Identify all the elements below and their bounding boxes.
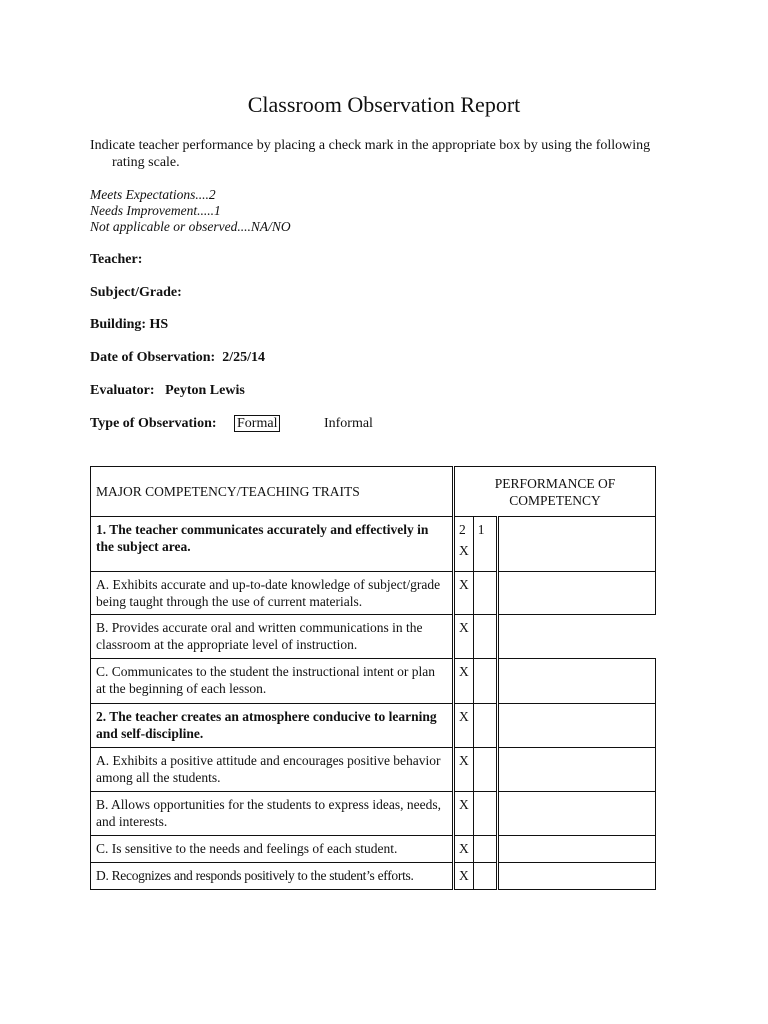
table-header-row bbox=[91, 467, 656, 517]
na-cell[interactable] bbox=[497, 748, 655, 792]
subject-label: Subject/Grade: bbox=[90, 285, 182, 300]
na-cell[interactable] bbox=[497, 792, 655, 836]
building-field bbox=[90, 317, 168, 333]
trait-cell: B. Allows opportunities for the students to express ideas, needs, and interests. bbox=[91, 792, 454, 836]
header-performance-line1: PERFORMANCE OF bbox=[494, 475, 616, 491]
rating-2-cell[interactable] bbox=[454, 517, 474, 572]
na-cell[interactable] bbox=[497, 836, 655, 863]
scale-meets: Meets Expectations....2 bbox=[90, 187, 216, 202]
rating-1-cell[interactable] bbox=[473, 615, 497, 659]
trait-cell: 1. The teacher communicates accurately and effectively in the subject area. bbox=[91, 517, 454, 572]
observation-type-field bbox=[90, 416, 373, 432]
trait-cell: C. Communicates to the student the instructional intent or plan at the beginning of each lesson. bbox=[91, 659, 454, 704]
na-cell[interactable] bbox=[497, 572, 655, 615]
table-row bbox=[91, 863, 656, 890]
col-1-heading: 1 bbox=[477, 522, 485, 537]
informal-option[interactable]: Informal bbox=[323, 416, 373, 431]
rating-2-cell[interactable]: X bbox=[454, 615, 474, 659]
observation-type-label: Type of Observation: bbox=[90, 416, 217, 431]
rating-2-cell[interactable]: X bbox=[454, 792, 474, 836]
trait-cell: A. Exhibits a positive attitude and encourages positive behavior among all the students. bbox=[91, 748, 454, 792]
rating-1-cell[interactable] bbox=[473, 863, 497, 890]
rating-2-cell[interactable]: X bbox=[454, 704, 474, 748]
table-row bbox=[91, 836, 656, 863]
teacher-label: Teacher: bbox=[90, 252, 143, 267]
rating-1-cell[interactable] bbox=[473, 572, 497, 615]
rating-2-cell[interactable]: X bbox=[454, 863, 474, 890]
date-field bbox=[90, 350, 265, 366]
table-row bbox=[91, 615, 656, 659]
table-row bbox=[91, 704, 656, 748]
date-value: 2/25/14 bbox=[222, 350, 265, 365]
subject-field bbox=[90, 285, 182, 301]
na-cell[interactable] bbox=[497, 517, 655, 572]
header-traits: MAJOR COMPETENCY/TEACHING TRAITS bbox=[91, 467, 454, 517]
trait-cell: A. Exhibits accurate and up-to-date knowledge of subject/grade being taught through the use of current materials. bbox=[91, 572, 454, 615]
teacher-field bbox=[90, 252, 142, 268]
page-title: Classroom Observation Report bbox=[247, 92, 521, 117]
trait-cell: B. Provides accurate oral and written communications in the classroom at the appropriate level of instruction. bbox=[91, 615, 454, 659]
rating-scale bbox=[90, 187, 291, 235]
na-cell[interactable] bbox=[497, 615, 655, 659]
rating-2-cell[interactable]: X bbox=[454, 836, 474, 863]
rating-1-cell[interactable] bbox=[473, 704, 497, 748]
table-row bbox=[91, 748, 656, 792]
table-row bbox=[91, 572, 656, 615]
formal-option[interactable]: Formal bbox=[234, 415, 280, 432]
rating-2-cell[interactable]: X bbox=[454, 659, 474, 704]
na-cell[interactable] bbox=[497, 659, 655, 704]
table-row bbox=[91, 659, 656, 704]
competency-table bbox=[90, 466, 656, 890]
evaluator-label: Evaluator: bbox=[90, 383, 155, 398]
rating-1-cell[interactable] bbox=[473, 517, 497, 572]
evaluator-value: Peyton Lewis bbox=[165, 383, 245, 398]
rating-1-cell[interactable] bbox=[473, 792, 497, 836]
na-cell[interactable] bbox=[497, 704, 655, 748]
building-label: Building: bbox=[90, 317, 147, 332]
instructions-line2: rating scale. bbox=[112, 155, 180, 170]
col-2-heading: 2 bbox=[459, 522, 466, 537]
header-performance bbox=[454, 467, 656, 517]
check-mark: X bbox=[459, 543, 469, 558]
table-row bbox=[91, 792, 656, 836]
trait-cell: C. Is sensitive to the needs and feelings of each student. bbox=[91, 836, 454, 863]
scale-na: Not applicable or observed....NA/NO bbox=[90, 219, 291, 234]
rating-1-cell[interactable] bbox=[473, 836, 497, 863]
table-row bbox=[91, 517, 656, 572]
building-value: HS bbox=[149, 317, 169, 332]
scale-needs: Needs Improvement.....1 bbox=[90, 203, 221, 218]
header-performance-line2: COMPETENCY bbox=[509, 492, 601, 508]
rating-2-cell[interactable]: X bbox=[454, 748, 474, 792]
rating-1-cell[interactable] bbox=[473, 748, 497, 792]
rating-1-cell[interactable] bbox=[473, 659, 497, 704]
instructions-line1: Indicate teacher performance by placing a check mark in the appropriate box by using the following bbox=[90, 138, 651, 153]
trait-cell: D. Recognizes and responds positively to the student’s efforts. bbox=[91, 863, 454, 890]
evaluator-field bbox=[90, 383, 245, 399]
na-cell[interactable] bbox=[497, 863, 655, 890]
rating-2-cell[interactable]: X bbox=[454, 572, 474, 615]
instructions bbox=[90, 137, 670, 171]
date-label: Date of Observation: bbox=[90, 350, 216, 365]
trait-cell: 2. The teacher creates an atmosphere conducive to learning and self-discipline. bbox=[91, 704, 454, 748]
